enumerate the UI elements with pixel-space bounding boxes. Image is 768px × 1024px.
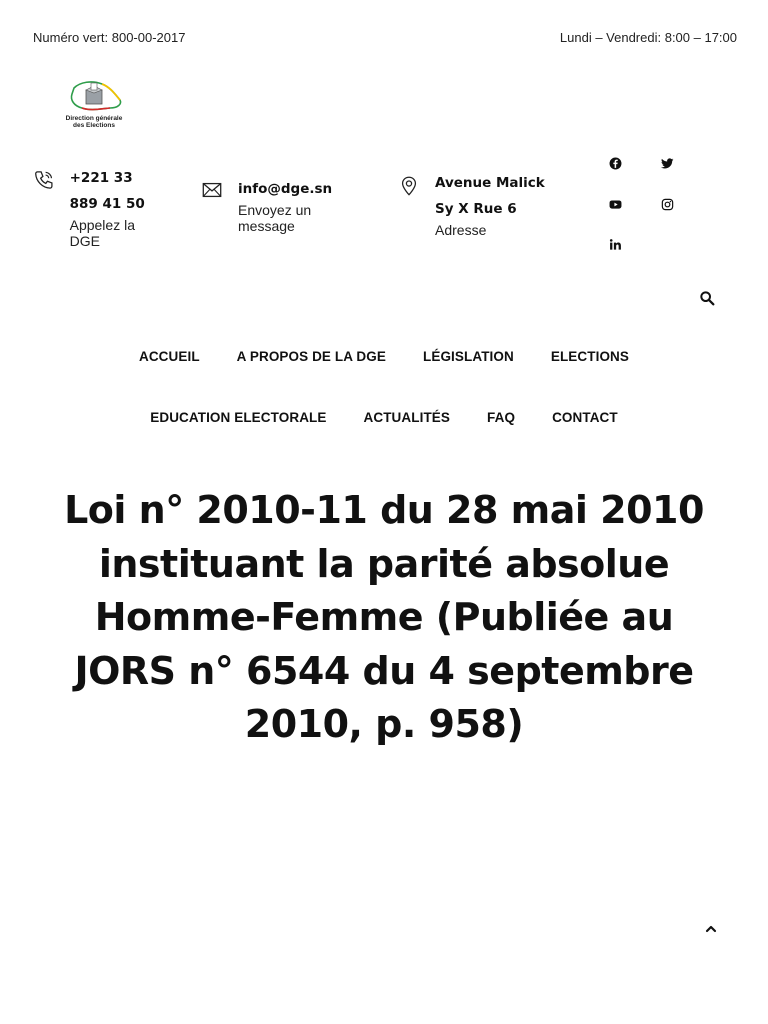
address-caption: Adresse	[435, 222, 487, 238]
facebook-link[interactable]	[608, 156, 622, 170]
facebook-icon	[609, 157, 622, 170]
nav-item-a-propos[interactable]: A PROPOS DE LA DGE	[236, 349, 386, 364]
youtube-link[interactable]	[608, 197, 622, 211]
instagram-icon	[661, 198, 674, 211]
hotline-text: Numéro vert: 800-00-2017	[33, 30, 186, 45]
search-icon[interactable]	[699, 290, 715, 306]
main-nav-row-2	[0, 410, 768, 425]
twitter-link[interactable]	[660, 156, 674, 170]
nav-item-elections[interactable]: ELECTIONS	[550, 349, 630, 364]
contact-email[interactable]	[201, 176, 361, 234]
email-address[interactable]: info@dge.sn	[238, 181, 333, 197]
nav-item-contact[interactable]: CONTACT	[552, 410, 618, 425]
envelope-icon	[201, 179, 223, 201]
top-bar	[33, 30, 737, 45]
twitter-icon	[661, 157, 674, 170]
nav-item-actualites[interactable]: ACTUALITÉS	[363, 410, 450, 425]
phone-number[interactable]: +221 33 889 41 50	[69, 170, 145, 212]
scroll-to-top-chevron-up-icon[interactable]	[703, 921, 719, 937]
nav-item-education-electorale[interactable]: EDUCATION ELECTORALE	[150, 410, 327, 425]
contact-address[interactable]	[398, 170, 548, 238]
phone-caption: Appelez la DGE	[69, 217, 135, 249]
email-caption: Envoyez un message	[238, 202, 312, 234]
nav-item-legislation[interactable]: LÉGISLATION	[423, 349, 514, 364]
logo-caption: Direction générale des Elections	[65, 115, 123, 129]
page-title: Loi n° 2010-11 du 28 mai 2010 instituant la parité absolue Homme-Femme (Publiée au JORS n° 6544 du 4 septembre 2010, p. 958)	[64, 488, 704, 746]
map-pin-icon	[398, 175, 420, 197]
nav-item-accueil[interactable]: ACCUEIL	[138, 349, 200, 364]
phone-icon	[33, 169, 55, 191]
nav-item-faq[interactable]: FAQ	[487, 410, 516, 425]
address-text: Avenue Malick Sy X Rue 6	[435, 175, 545, 217]
instagram-link[interactable]	[660, 197, 674, 211]
main-nav-row-1	[0, 349, 768, 364]
linkedin-link[interactable]	[608, 237, 622, 251]
ballot-box-map-logo-icon	[60, 78, 130, 118]
opening-hours-text: Lundi – Vendredi: 8:00 – 17:00	[559, 30, 737, 45]
contact-phone[interactable]	[33, 165, 158, 249]
youtube-icon	[609, 198, 622, 211]
linkedin-icon	[609, 238, 622, 251]
